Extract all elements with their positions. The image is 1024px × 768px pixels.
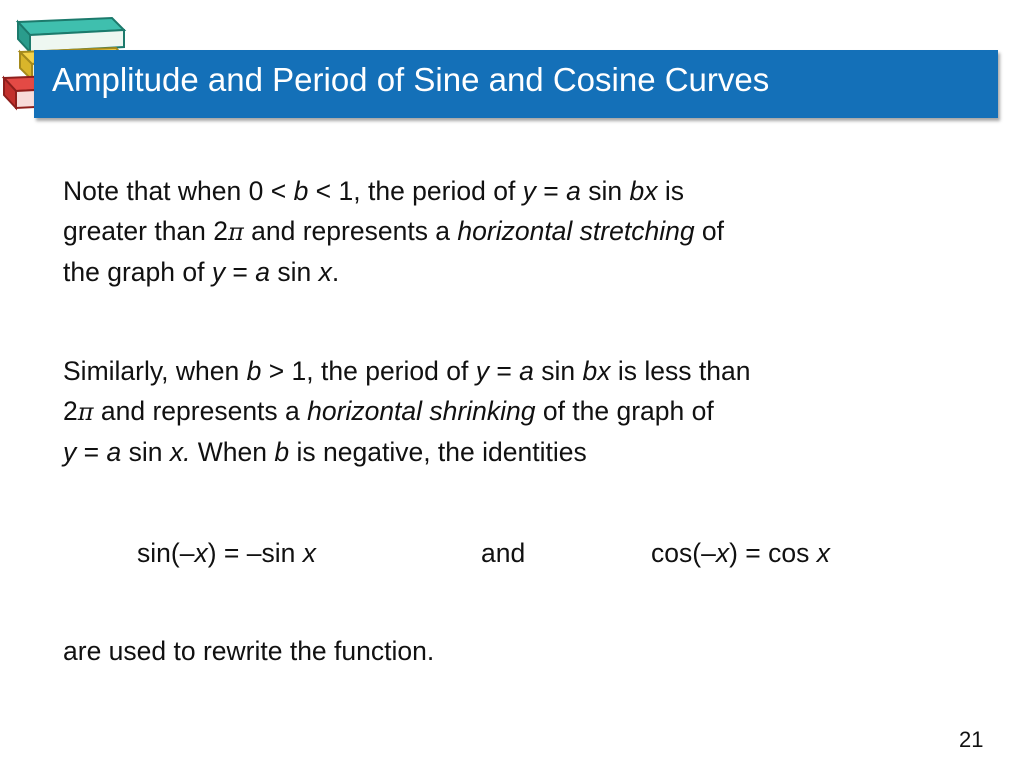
text-run: 2 [63,396,78,426]
identity-cosine [651,533,830,573]
math-var: a [519,356,534,386]
math-var: x [318,257,332,287]
text-run: of the graph of [535,396,714,426]
page-number: 21 [959,727,984,752]
text-run: Note that when 0 < [63,176,294,206]
text-run: When [190,437,275,467]
math-var: b [274,437,290,467]
text-run: is less than [610,356,751,386]
title-bar [34,50,998,118]
math-var: a [255,257,271,287]
paragraph-shrinking [63,351,963,472]
math-var: bx [629,176,658,206]
math-var: a [566,176,581,206]
text-run: cos(– [651,538,716,568]
text-run: < 1, the period of [308,176,523,206]
math-var: y [522,176,536,206]
text-run: sin [270,257,319,287]
text-run: ) = –sin [207,538,303,568]
text-run: and represents a [93,396,308,426]
math-var: x [194,538,208,568]
identity-sine [137,533,316,573]
math-var: bx [582,356,611,386]
pi-symbol: π [77,398,94,426]
math-var: y [211,257,226,287]
text-run: = [76,437,107,467]
text-run: is [657,176,684,206]
text-run: is negative, the identities [289,437,587,467]
text-run: Similarly, when [63,356,247,386]
text-run: = [535,176,567,206]
paragraph-closing: are used to rewrite the function. [63,636,435,666]
math-var: a [106,437,122,467]
paragraph-line [63,171,963,211]
slide-title: Amplitude and Period of Sine and Cosine Curves [52,61,770,98]
text-run: . [331,257,340,287]
text-run: sin [121,437,170,467]
math-var: b [293,176,309,206]
math-var: b [246,356,262,386]
text-run: = [488,356,520,386]
text-run: sin(– [137,538,195,568]
math-var: x [816,538,830,568]
text-run: sin [580,176,630,206]
math-var: y [475,356,489,386]
math-var: x [715,538,730,568]
text-run: sin [533,356,583,386]
emphasis-text: horizontal stretching [457,216,695,246]
pi-symbol: π [228,218,244,246]
text-run: ) = cos [729,538,817,568]
identity-conjunction: and [481,538,526,568]
paragraph-line [63,351,963,391]
text-run: the graph of [63,257,212,287]
text-run: > 1, the period of [261,356,476,386]
text-run: of [694,216,725,246]
paragraph-line [63,391,963,432]
text-run: = [225,257,256,287]
math-var: y [63,437,77,467]
text-run: and represents a [243,216,458,246]
text-run: greater than 2 [63,216,229,246]
paragraph-stretching [63,171,963,292]
paragraph-line [63,432,963,472]
emphasis-text: horizontal shrinking [307,396,536,426]
paragraph-line [63,211,963,252]
paragraph-line [63,252,963,292]
math-var: x. [169,437,191,467]
math-var: x [302,538,316,568]
